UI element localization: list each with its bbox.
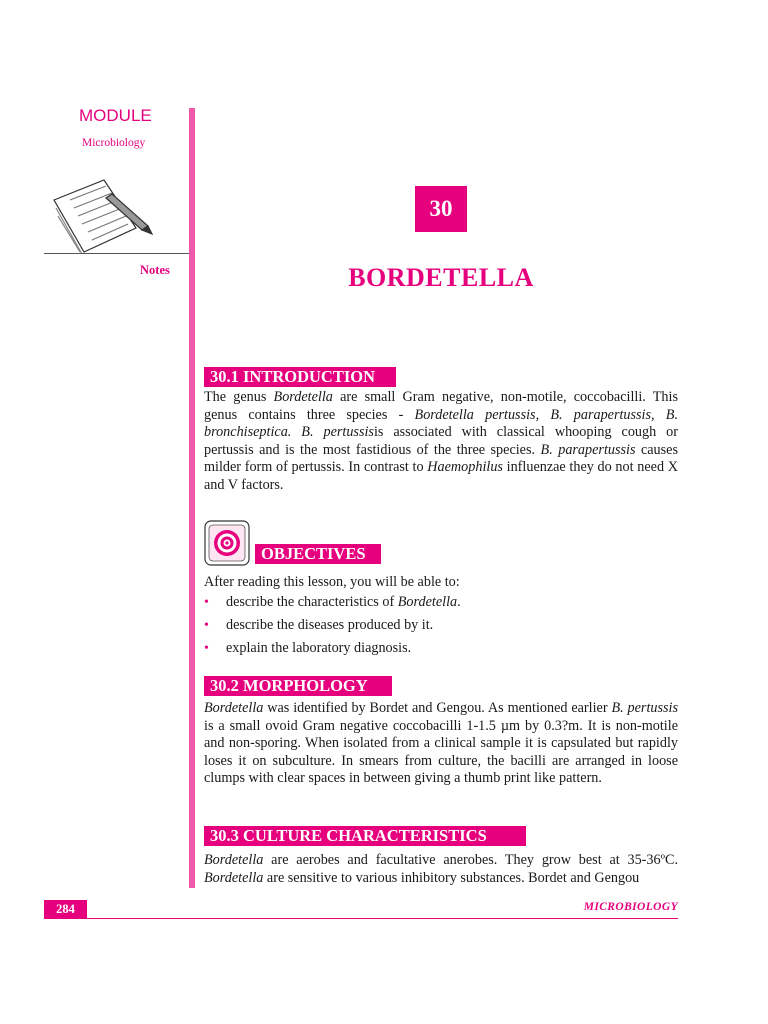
section-heading-culture: 30.3 CULTURE CHARACTERISTICS — [204, 826, 526, 846]
footer-book-title: MICROBIOLOGY — [583, 901, 678, 913]
culture-paragraph: Bordetella are aerobes and facultative anerobes. They grow best at 35-36ºC. Bordetella are sensitive to various inhibitory substances. Bordet and Gengou — [204, 852, 678, 886]
notes-divider — [44, 253, 190, 254]
footer-rule — [44, 918, 678, 919]
bullet-icon: • — [204, 595, 209, 610]
section-heading-objectives: OBJECTIVES — [255, 544, 381, 564]
notepad-pencil-icon — [44, 178, 190, 260]
introduction-paragraph: The genus Bordetella are small Gram negative, non-motile, coccobacilli. This genus contains three species - Bordetella pertussis, B. parapertussis, B. bronchiseptica. B. pertussisis associated with classical whooping cough or pertussis and is the most fastidious of the three species. B. parapertussis causes milder form of pertussis. In contrast to Haemophilus influenzae they do not need X and V factors. — [204, 389, 678, 493]
bullet-icon: • — [204, 618, 209, 633]
objectives-intro: After reading this lesson, you will be able to: — [204, 574, 460, 590]
notes-label: Notes — [140, 263, 170, 277]
section-heading-introduction: 30.1 INTRODUCTION — [204, 367, 396, 387]
morphology-paragraph: Bordetella was identified by Bordet and Gengou. As mentioned earlier B. pertussis is a small ovoid Gram negative coccobacilli 1-1.5 µm by 0.3?m. It is non-motile and non-sporing. When isolated from a clinical sample it is capsulated but rapidly loses it on subculture. In smears from culture, the bacilli are arranged in loose clumps with clear spaces in between giving a thumb print like pattern. — [204, 700, 678, 787]
objectives-list — [204, 594, 678, 663]
page-number: 284 — [44, 900, 87, 918]
list-item: • describe the characteristics of Bordetella. — [204, 594, 461, 610]
list-item: • describe the diseases produced by it. — [204, 617, 434, 633]
section-heading-morphology: 30.2 MORPHOLOGY — [204, 676, 392, 696]
chapter-title: BORDETELLA — [348, 263, 534, 292]
margin-bar — [189, 108, 195, 888]
module-label: MODULE — [79, 106, 152, 125]
bullet-icon: • — [204, 641, 209, 656]
list-item: • explain the laboratory diagnosis. — [204, 640, 412, 656]
target-icon — [204, 520, 250, 566]
module-subject: Microbiology — [82, 137, 146, 149]
chapter-number: 30 — [415, 186, 467, 232]
